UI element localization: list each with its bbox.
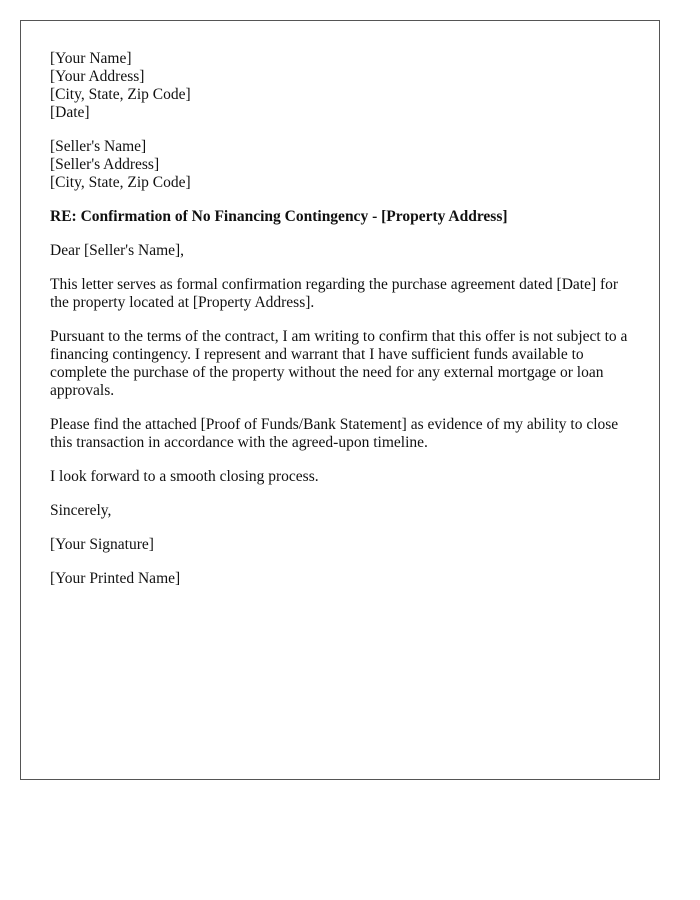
subject-line: RE: Confirmation of No Financing Contingency - [Property Address] [50, 208, 508, 225]
letter-page [20, 20, 660, 780]
signature-placeholder: [Your Signature] [50, 536, 154, 553]
recipient-name: [Seller's Name] [50, 138, 147, 155]
sender-name: [Your Name] [50, 50, 132, 67]
paragraph-proof-of-funds: Please find the attached [Proof of Funds/Bank Statement] as evidence of my ability to close this transaction in accordance with the agreed-upon timeline. [50, 416, 619, 451]
sender-city-state-zip: [City, State, Zip Code] [50, 86, 191, 103]
recipient-block [50, 138, 640, 192]
paragraph-closing-remark: I look forward to a smooth closing process. [50, 468, 319, 485]
closing-phrase: Sincerely, [50, 502, 112, 519]
sender-block [50, 50, 640, 122]
salutation: Dear [Seller's Name], [50, 242, 185, 259]
sender-address: [Your Address] [50, 68, 145, 85]
recipient-city-state-zip: [City, State, Zip Code] [50, 174, 191, 191]
letter-body [50, 50, 640, 604]
paragraph-confirmation: Pursuant to the terms of the contract, I am writing to confirm that this offer is not subject to a financing contingency. I represent and warrant that I have sufficient funds available to complete the purchase of the property without the need for any external mortgage or loan approvals. [50, 328, 628, 399]
letter-date: [Date] [50, 104, 90, 121]
paragraph-purpose: This letter serves as formal confirmation regarding the purchase agreement dated [Date] for the property located at [Property Address]. [50, 276, 619, 311]
printed-name-placeholder: [Your Printed Name] [50, 570, 181, 587]
recipient-address: [Seller's Address] [50, 156, 160, 173]
